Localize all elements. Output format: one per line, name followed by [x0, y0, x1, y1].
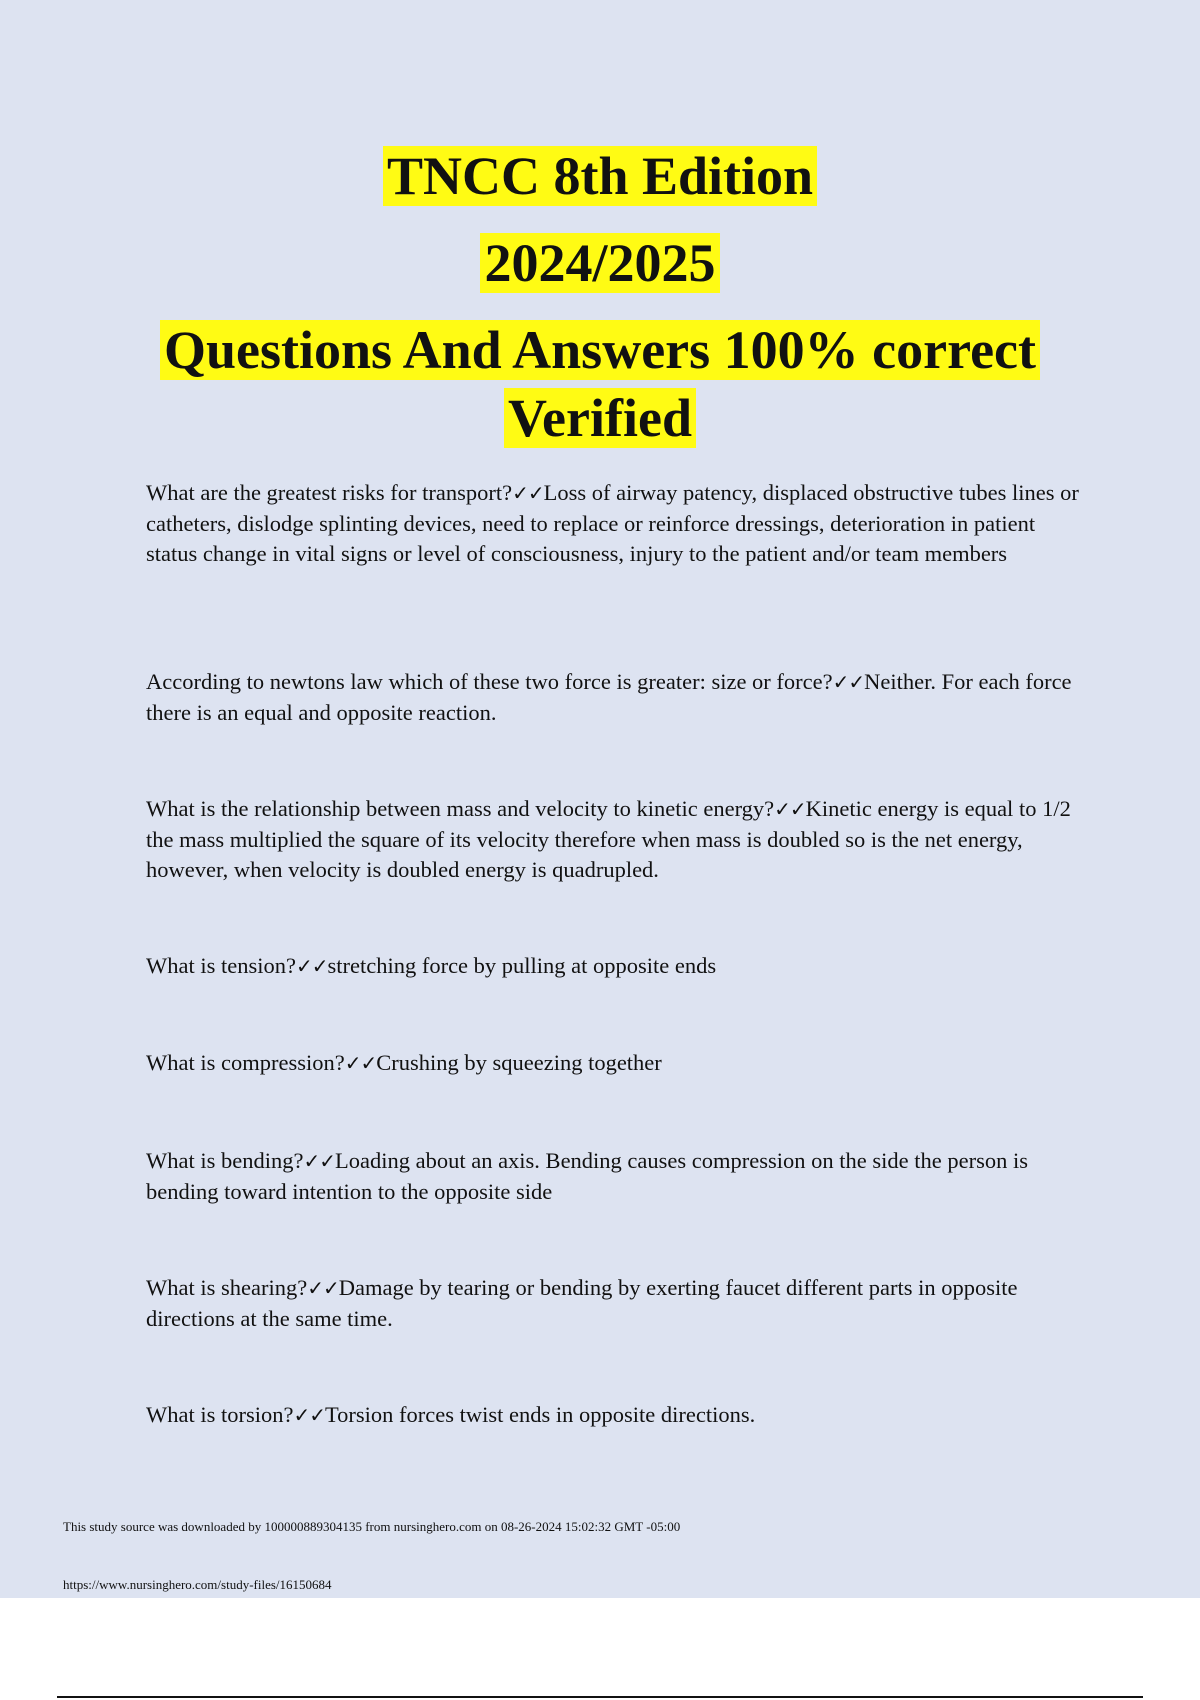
question-text: What is bending? [146, 1148, 304, 1173]
answer-text: Torsion forces twist ends in opposite directions. [325, 1402, 756, 1427]
answer-text: Kinetic energy is equal to 1/2 the mass multiplied the square of its velocity therefore when mass is doubled so is the net energy, however, when velocity is doubled energy is quadrupled. [146, 796, 1071, 882]
page-divider [57, 1696, 1143, 1698]
qa-item-1 [146, 478, 1091, 570]
document-title [0, 143, 1200, 472]
question-text: According to newtons law which of these two force is greater: size or force? [146, 669, 833, 694]
download-notice: This study source was downloaded by 100000889304135 from nursinghero.com on 08-26-2024 15:02:32 GMT -05:00 [63, 1519, 681, 1534]
double-check-icon: ✓✓ [344, 1051, 377, 1075]
qa-item-5 [146, 1048, 1091, 1079]
question-text: What is the relationship between mass and velocity to kinetic energy? [146, 796, 775, 821]
qa-item-4 [146, 951, 1091, 982]
double-check-icon: ✓✓ [774, 797, 806, 821]
answer-text: Loading about an axis. Bending causes compression on the side the person is bending toward intention to the opposite side [146, 1148, 1028, 1204]
double-check-icon: ✓✓ [295, 954, 328, 978]
answer-text: Damage by tearing or bending by exerting faucet different parts in opposite directions at the same time. [146, 1275, 1018, 1331]
qa-item-2 [146, 667, 1091, 728]
question-text: What is torsion? [146, 1402, 294, 1427]
question-text: What is shearing? [146, 1275, 308, 1300]
double-check-icon: ✓✓ [303, 1149, 335, 1173]
qa-item-3 [146, 794, 1091, 886]
answer-text: Loss of airway patency, displaced obstructive tubes lines or catheters, dislodge splinting devices, need to replace or reinforce dressings, deterioration in patient status change in vital signs or level of consciousness, injury to the patient and/or team members [146, 480, 1079, 566]
qa-item-7 [146, 1273, 1091, 1334]
double-check-icon: ✓✓ [512, 481, 544, 505]
qa-item-6 [146, 1146, 1091, 1207]
answer-text: stretching force by pulling at opposite ends [327, 953, 717, 978]
answer-text: Neither. For each force there is an equal and opposite reaction. [146, 669, 1072, 725]
question-text: What is compression? [146, 1050, 345, 1075]
qa-item-8 [146, 1400, 1091, 1431]
title-line-1: TNCC 8th Edition [0, 143, 1200, 209]
title-line-3: Questions And Answers 100% correct [0, 317, 1200, 383]
question-text: What are the greatest risks for transport? [146, 480, 513, 505]
question-text: What is tension? [146, 953, 296, 978]
double-check-icon: ✓✓ [832, 670, 865, 694]
double-check-icon: ✓✓ [293, 1403, 325, 1427]
title-line-4: Verified [0, 385, 1200, 451]
title-line-2: 2024/2025 [0, 230, 1200, 296]
double-check-icon: ✓✓ [307, 1276, 339, 1300]
answer-text: Crushing by squeezing together [376, 1050, 662, 1075]
source-url: https://www.nursinghero.com/study-files/16150684 [63, 1577, 332, 1592]
